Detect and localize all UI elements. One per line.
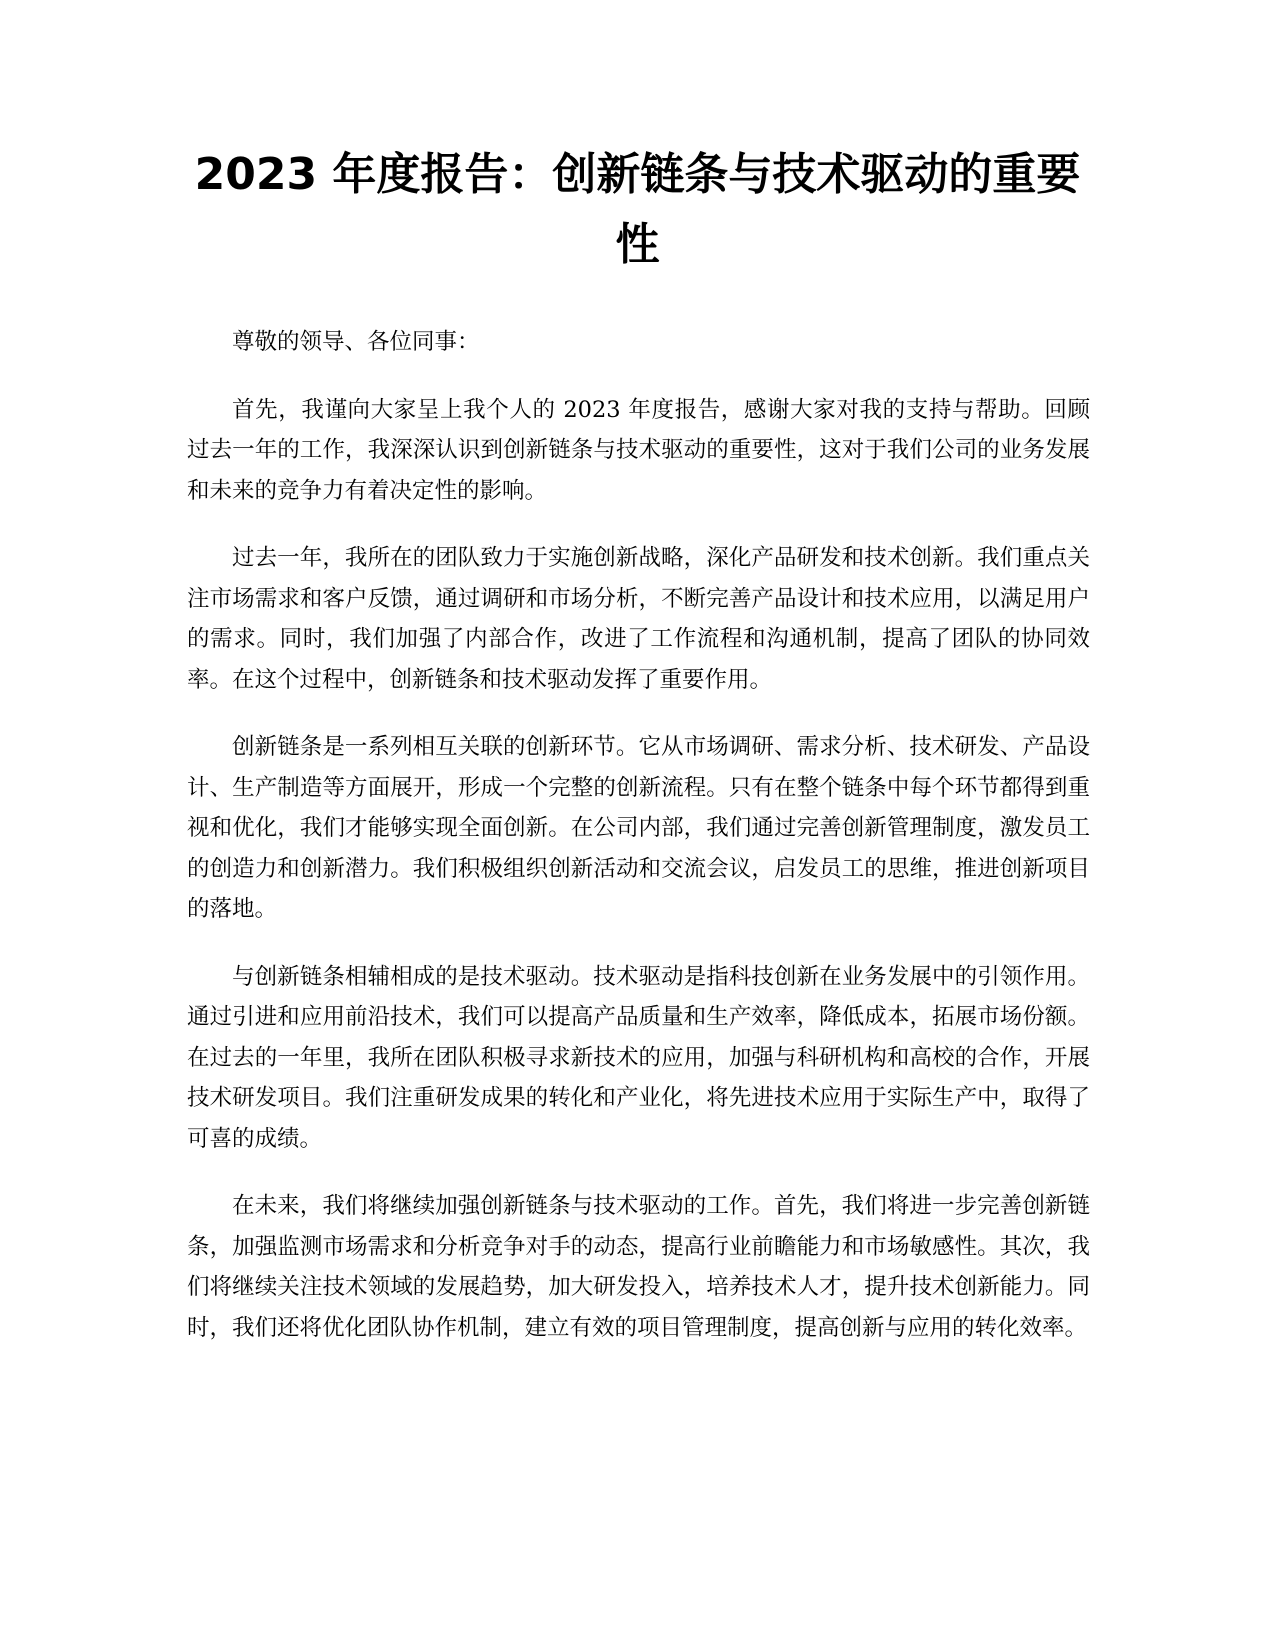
document-title: 2023 年度报告：创新链条与技术驱动的重要性 — [194, 149, 1081, 270]
body-paragraph: 首先，我谨向大家呈上我个人的 2023 年度报告，感谢大家对我的支持与帮助。回顾过去一年的工作，我深深认识到创新链条与技术驱动的重要性，这对于我们公司的业务发展和未来的竞争力有着决定性的影响。 — [187, 396, 1090, 504]
body-paragraph: 与创新链条相辅相成的是技术驱动。技术驱动是指科技创新在业务发展中的引领作用。通过引进和应用前沿技术，我们可以提高产品质量和生产效率，降低成本，拓展市场份额。在过去的一年里，我所在团队积极寻求新技术的应用，加强与科研机构和高校的合作，开展技术研发项目。我们注重研发成果的转化和产业化，将先进技术应用于实际生产中，取得了可喜的成绩。 — [187, 963, 1090, 1152]
body-paragraph: 过去一年，我所在的团队致力于实施创新战略，深化产品研发和技术创新。我们重点关注市场需求和客户反馈，通过调研和市场分析，不断完善产品设计和技术应用，以满足用户的需求。同时，我们加强了内部合作，改进了工作流程和沟通机制，提高了团队的协同效率。在这个过程中，创新链条和技术驱动发挥了重要作用。 — [187, 545, 1090, 693]
salutation-paragraph: 尊敬的领导、各位同事： — [232, 329, 480, 355]
body-paragraph: 创新链条是一系列相互关联的创新环节。它从市场调研、需求分析、技术研发、产品设计、生产制造等方面展开，形成一个完整的创新流程。只有在整个链条中每个环节都得到重视和优化，我们才能够实现全面创新。在公司内部，我们通过完善创新管理制度，激发员工的创造力和创新潜力。我们积极组织创新活动和交流会议，启发员工的思维，推进创新项目的落地。 — [187, 734, 1090, 922]
body-paragraph: 在未来，我们将继续加强创新链条与技术驱动的工作。首先，我们将进一步完善创新链条，加强监测市场需求和分析竞争对手的动态，提高行业前瞻能力和市场敏感性。其次，我们将继续关注技术领域的发展趋势，加大研发投入，培养技术人才，提升技术创新能力。同时，我们还将优化团队协作机制，建立有效的项目管理制度，提高创新与应用的转化效率。 — [187, 1193, 1090, 1341]
document-body — [187, 322, 1090, 1375]
